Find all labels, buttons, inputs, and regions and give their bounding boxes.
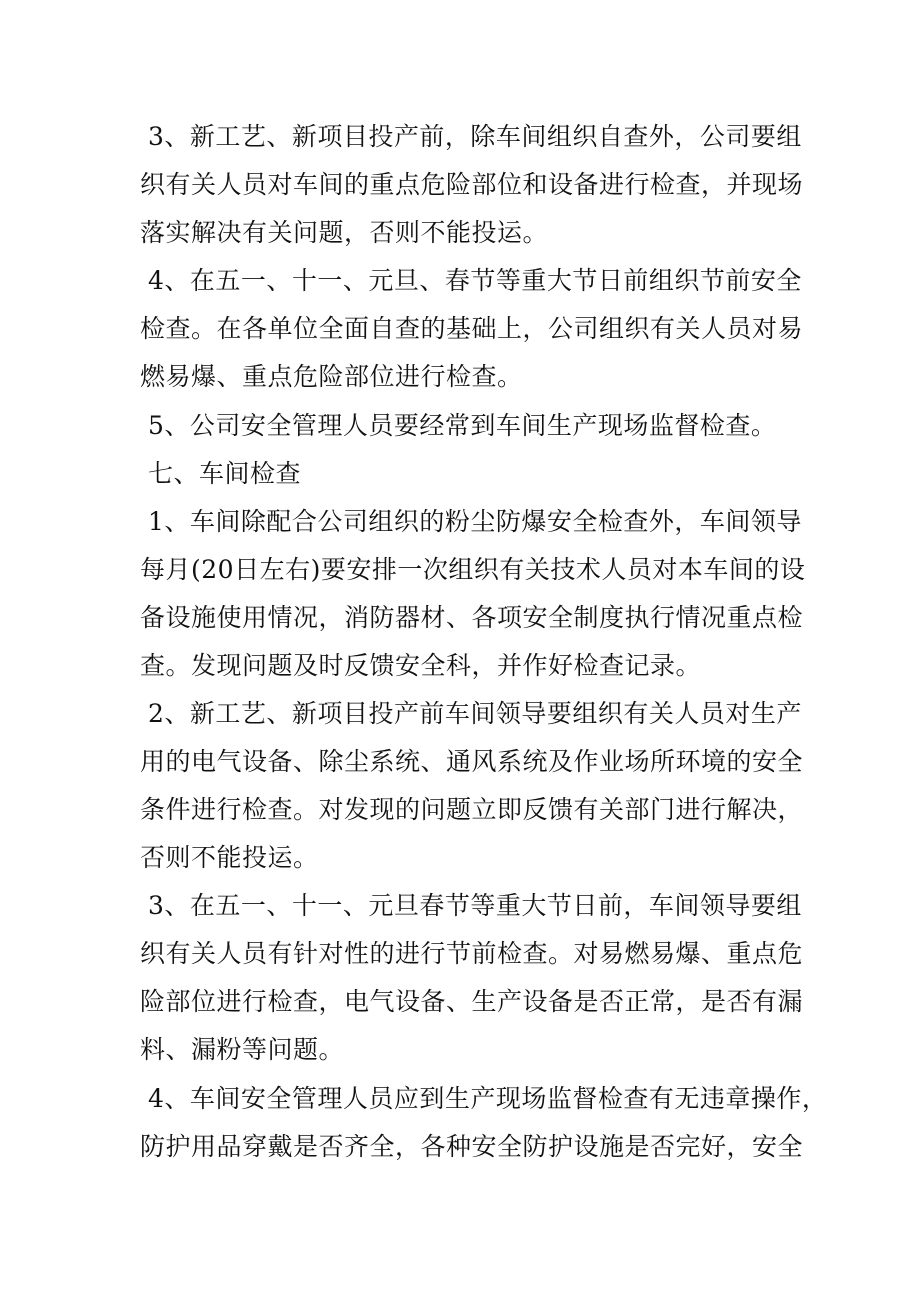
text-line: 险部位进行检查，电气设备、生产设备是否正常，是否有漏 bbox=[140, 987, 804, 1016]
text-line: 防护用品穿戴是否齐全，各种安全防护设施是否完好，安全 bbox=[140, 1132, 804, 1161]
text-line: 检查。在各单位全面自查的基础上，公司组织有关人员对易 bbox=[140, 314, 804, 343]
text-line: 4、在五一、十一、元旦、春节等重大节日前组织节前安全 bbox=[148, 266, 802, 295]
text-line: 料、漏粉等问题。 bbox=[140, 1035, 345, 1064]
text-line: 4、车间安全管理人员应到生产现场监督检查有无违章操作， bbox=[148, 1084, 828, 1113]
text-line: 查。发现问题及时反馈安全科，并作好检查记录。 bbox=[140, 651, 702, 680]
text-line: 2、新工艺、新项目投产前车间领导要组织有关人员对生产 bbox=[148, 699, 802, 728]
section-heading: 七、车间检查 bbox=[148, 459, 302, 488]
text-line: 3、新工艺、新项目投产前，除车间组织自查外，公司要组 bbox=[148, 122, 802, 151]
text-line: 否则不能投运。 bbox=[140, 843, 319, 872]
text-line: 5、公司安全管理人员要经常到车间生产现场监督检查。 bbox=[148, 411, 777, 440]
text-line: 条件进行检查。对发现的问题立即反馈有关部门进行解决， bbox=[140, 795, 804, 824]
text-line: 每月(20日左右)要安排一次组织有关技术人员对本车间的设 bbox=[140, 555, 806, 584]
text-line: 1、车间除配合公司组织的粉尘防爆安全检查外，车间领导 bbox=[148, 507, 802, 536]
text-line: 备设施使用情况，消防器材、各项安全制度执行情况重点检 bbox=[140, 603, 804, 632]
text-line: 落实解决有关问题，否则不能投运。 bbox=[140, 218, 549, 247]
text-line: 燃易爆、重点危险部位进行检查。 bbox=[140, 362, 523, 391]
text-line: 织有关人员对车间的重点危险部位和设备进行检查，并现场 bbox=[140, 170, 804, 199]
text-line: 3、在五一、十一、元旦春节等重大节日前，车间领导要组 bbox=[148, 891, 802, 920]
text-line: 织有关人员有针对性的进行节前检查。对易燃易爆、重点危 bbox=[140, 939, 804, 968]
text-line: 用的电气设备、除尘系统、通风系统及作业场所环境的安全 bbox=[140, 747, 804, 776]
